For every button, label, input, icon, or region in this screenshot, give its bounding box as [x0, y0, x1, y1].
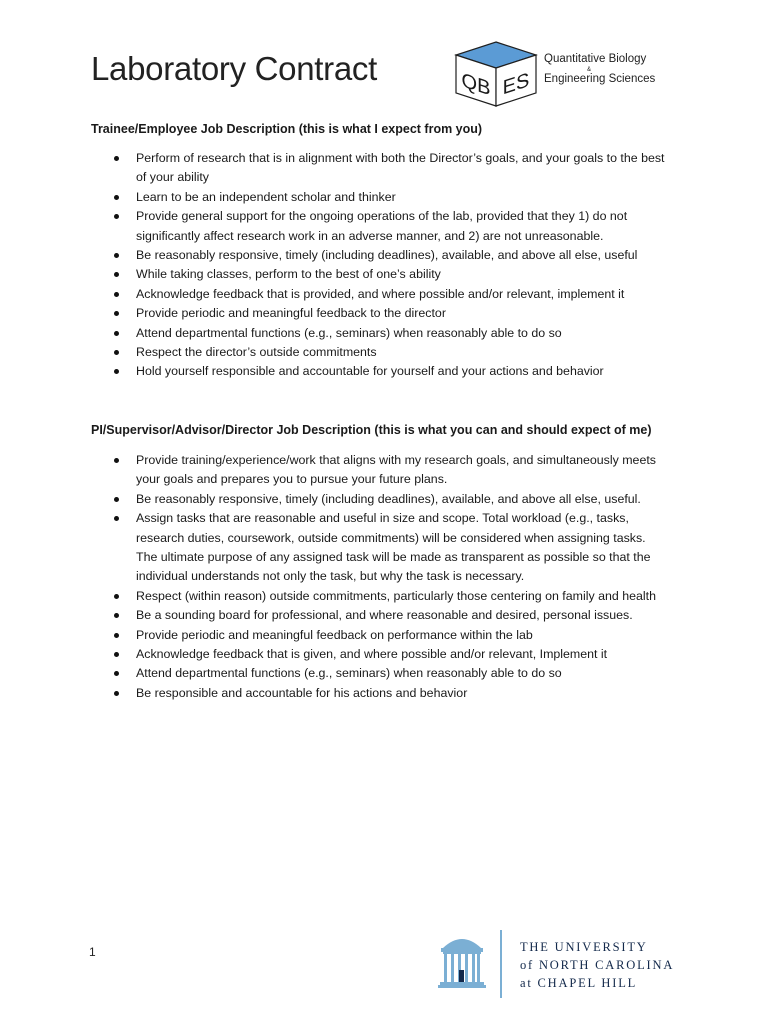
list-item: Hold yourself responsible and accountable for yourself and your actions and behavior [110, 362, 670, 381]
qbes-cube-icon [452, 40, 540, 108]
unc-logo [437, 928, 687, 1000]
qbes-line1: Quantitative Biology [544, 53, 647, 65]
page-number: 1 [89, 945, 96, 959]
trainee-section-heading: Trainee/Employee Job Description (this is what I expect from you) [91, 122, 483, 136]
list-item: Acknowledge feedback that is provided, and where possible and/or relevant, implement it [110, 285, 670, 304]
list-item: Provide general support for the ongoing operations of the lab, provided that they 1) do not significantly affect research work in an adverse manner, and 2) are not unreasonable. [110, 207, 670, 246]
list-item: Attend departmental functions (e.g., seminars) when reasonably able to do so [110, 324, 670, 343]
list-item: Provide periodic and meaningful feedback on performance within the lab [110, 626, 670, 645]
list-item: Be reasonably responsive, timely (including deadlines), available, and above all else, useful. [110, 490, 670, 509]
list-item: Provide periodic and meaningful feedback to the director [110, 304, 670, 323]
unc-line1: THE UNIVERSITY [520, 940, 648, 954]
pi-bullet-list [110, 451, 670, 703]
pi-section-heading: PI/Supervisor/Advisor/Director Job Description (this is what you can and should expect of me) [91, 423, 652, 437]
qbes-logo [452, 40, 662, 108]
qbes-cube-left-text: QB [461, 68, 491, 101]
trainee-bullet-list [110, 149, 670, 382]
list-item: While taking classes, perform to the best of one’s ability [110, 265, 670, 284]
list-item: Be responsible and accountable for his actions and behavior [110, 684, 670, 703]
old-well-icon [437, 932, 487, 990]
list-item: Assign tasks that are reasonable and useful in size and scope. Total workload (e.g., tasks, research duties, coursework, outside commitments) will be considered when assigning tasks. The ultimate purpose of any assigned task will be made as transparent as possible so that the individual understands not only the task, but why the task is necessary. [110, 509, 670, 587]
list-item: Respect (within reason) outside commitments, particularly those centering on family and health [110, 587, 670, 606]
unc-line3: at CHAPEL HILL [520, 976, 638, 990]
list-item: Acknowledge feedback that is given, and where possible and/or relevant, Implement it [110, 645, 670, 664]
list-item: Provide training/experience/work that aligns with my research goals, and simultaneously meets your goals and prepares you to pursue your future plans. [110, 451, 670, 490]
unc-line2: of NORTH CAROLINA [520, 958, 675, 972]
qbes-cube-right-text: ES [502, 68, 530, 100]
list-item: Be reasonably responsive, timely (including deadlines), available, and above all else, useful [110, 246, 670, 265]
unc-wordmark [520, 938, 674, 992]
qbes-wordmark [544, 54, 655, 85]
qbes-amp: & [586, 66, 591, 73]
list-item: Learn to be an independent scholar and thinker [110, 188, 670, 207]
unc-divider [500, 930, 502, 998]
list-item: Respect the director’s outside commitments [110, 343, 670, 362]
list-item: Be a sounding board for professional, and where reasonable and desired, personal issues. [110, 606, 670, 625]
document-title: Laboratory Contract [91, 50, 377, 87]
list-item: Perform of research that is in alignment with both the Director’s goals, and your goals to the best of your ability [110, 149, 670, 188]
qbes-line2: Engineering Sciences [544, 72, 656, 85]
list-item: Attend departmental functions (e.g., seminars) when reasonably able to do so [110, 664, 670, 683]
